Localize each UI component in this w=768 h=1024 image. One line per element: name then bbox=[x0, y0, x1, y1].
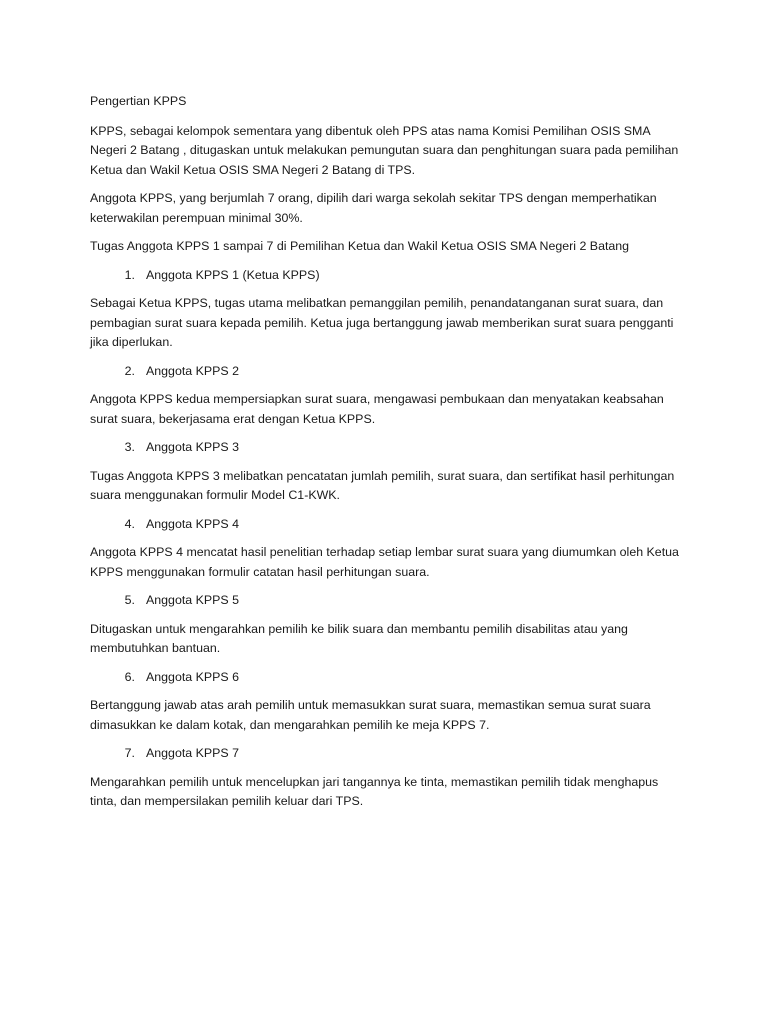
list-item bbox=[90, 515, 680, 535]
list-item bbox=[90, 266, 680, 286]
list-item bbox=[90, 438, 680, 458]
list-label: Anggota KPPS 6 bbox=[146, 669, 239, 684]
list-label: Anggota KPPS 5 bbox=[146, 593, 239, 607]
intro-paragraph: KPPS, sebagai kelompok sementara yang dibentuk oleh PPS atas nama Komisi Pemilihan OSIS SMA Negeri 2 Batang , ditugaskan untuk melakukan pemungutan suara dan penghitungan suara pada pemilihan Ketua dan Wakil Ketua OSIS SMA Negeri 2 Batang di TPS. bbox=[90, 123, 679, 177]
list-item bbox=[90, 362, 680, 382]
list-label: Anggota KPPS 3 bbox=[146, 440, 239, 454]
member-description: Bertanggung jawab atas arah pemilih untuk memasukkan surat suara, memastikan semua surat suara dimasukkan ke dalam kotak, dan mengarahkan pemilih ke meja KPPS 7. bbox=[90, 698, 651, 732]
list-label: Anggota KPPS 1 (Ketua KPPS) bbox=[146, 267, 320, 282]
member-description: Tugas Anggota KPPS 3 melibatkan pencatatan jumlah pemilih, surat suara, dan sertifikat hasil perhitungan suara menggunakan formulir Model C1-KWK. bbox=[90, 468, 675, 502]
list-label: Anggota KPPS 7 bbox=[146, 746, 239, 760]
list-number: 7. bbox=[124, 746, 135, 760]
document-title: Pengertian KPPS bbox=[90, 94, 187, 108]
member-description: Ditugaskan untuk mengarahkan pemilih ke bilik suara dan membantu pemilih disabilitas atau yang membutuhkan bantuan. bbox=[90, 621, 628, 655]
document-body bbox=[90, 92, 680, 821]
list-number: 1. bbox=[124, 267, 135, 282]
list-number: 5. bbox=[124, 593, 135, 607]
members-count-paragraph: Anggota KPPS, yang berjumlah 7 orang, dipilih dari warga sekolah sekitar TPS dengan memperhatikan keterwakilan perempuan minimal 30%. bbox=[90, 191, 657, 225]
list-item bbox=[90, 744, 680, 764]
list-number: 6. bbox=[124, 669, 135, 684]
member-description: Anggota KPPS 4 mencatat hasil penelitian terhadap setiap lembar surat suara yang diumumkan oleh Ketua KPPS menggunakan formulir catatan hasil perhitungan suara. bbox=[90, 545, 679, 579]
tasks-heading: Tugas Anggota KPPS 1 sampai 7 di Pemilihan Ketua dan Wakil Ketua OSIS SMA Negeri 2 Batang bbox=[90, 239, 630, 253]
member-description: Anggota KPPS kedua mempersiapkan surat suara, mengawasi pembukaan dan menyatakan keabsahan surat suara, bekerjasama erat dengan Ketua KPPS. bbox=[90, 392, 664, 426]
list-label: Anggota KPPS 4 bbox=[146, 516, 239, 531]
list-number: 2. bbox=[124, 363, 135, 378]
member-description: Mengarahkan pemilih untuk mencelupkan jari tangannya ke tinta, memastikan pemilih tidak menghapus tinta, dan mempersilakan pemilih keluar dari TPS. bbox=[90, 774, 659, 808]
member-description: Sebagai Ketua KPPS, tugas utama melibatkan pemanggilan pemilih, penandatanganan surat suara, dan pembagian surat suara kepada pemilih. Ketua juga bertanggung jawab memberikan surat suara pengganti jika diperlukan. bbox=[90, 296, 674, 349]
list-item bbox=[90, 668, 680, 688]
list-number: 4. bbox=[124, 516, 135, 531]
list-label: Anggota KPPS 2 bbox=[146, 363, 239, 378]
list-number: 3. bbox=[124, 440, 135, 454]
list-item bbox=[90, 591, 680, 611]
